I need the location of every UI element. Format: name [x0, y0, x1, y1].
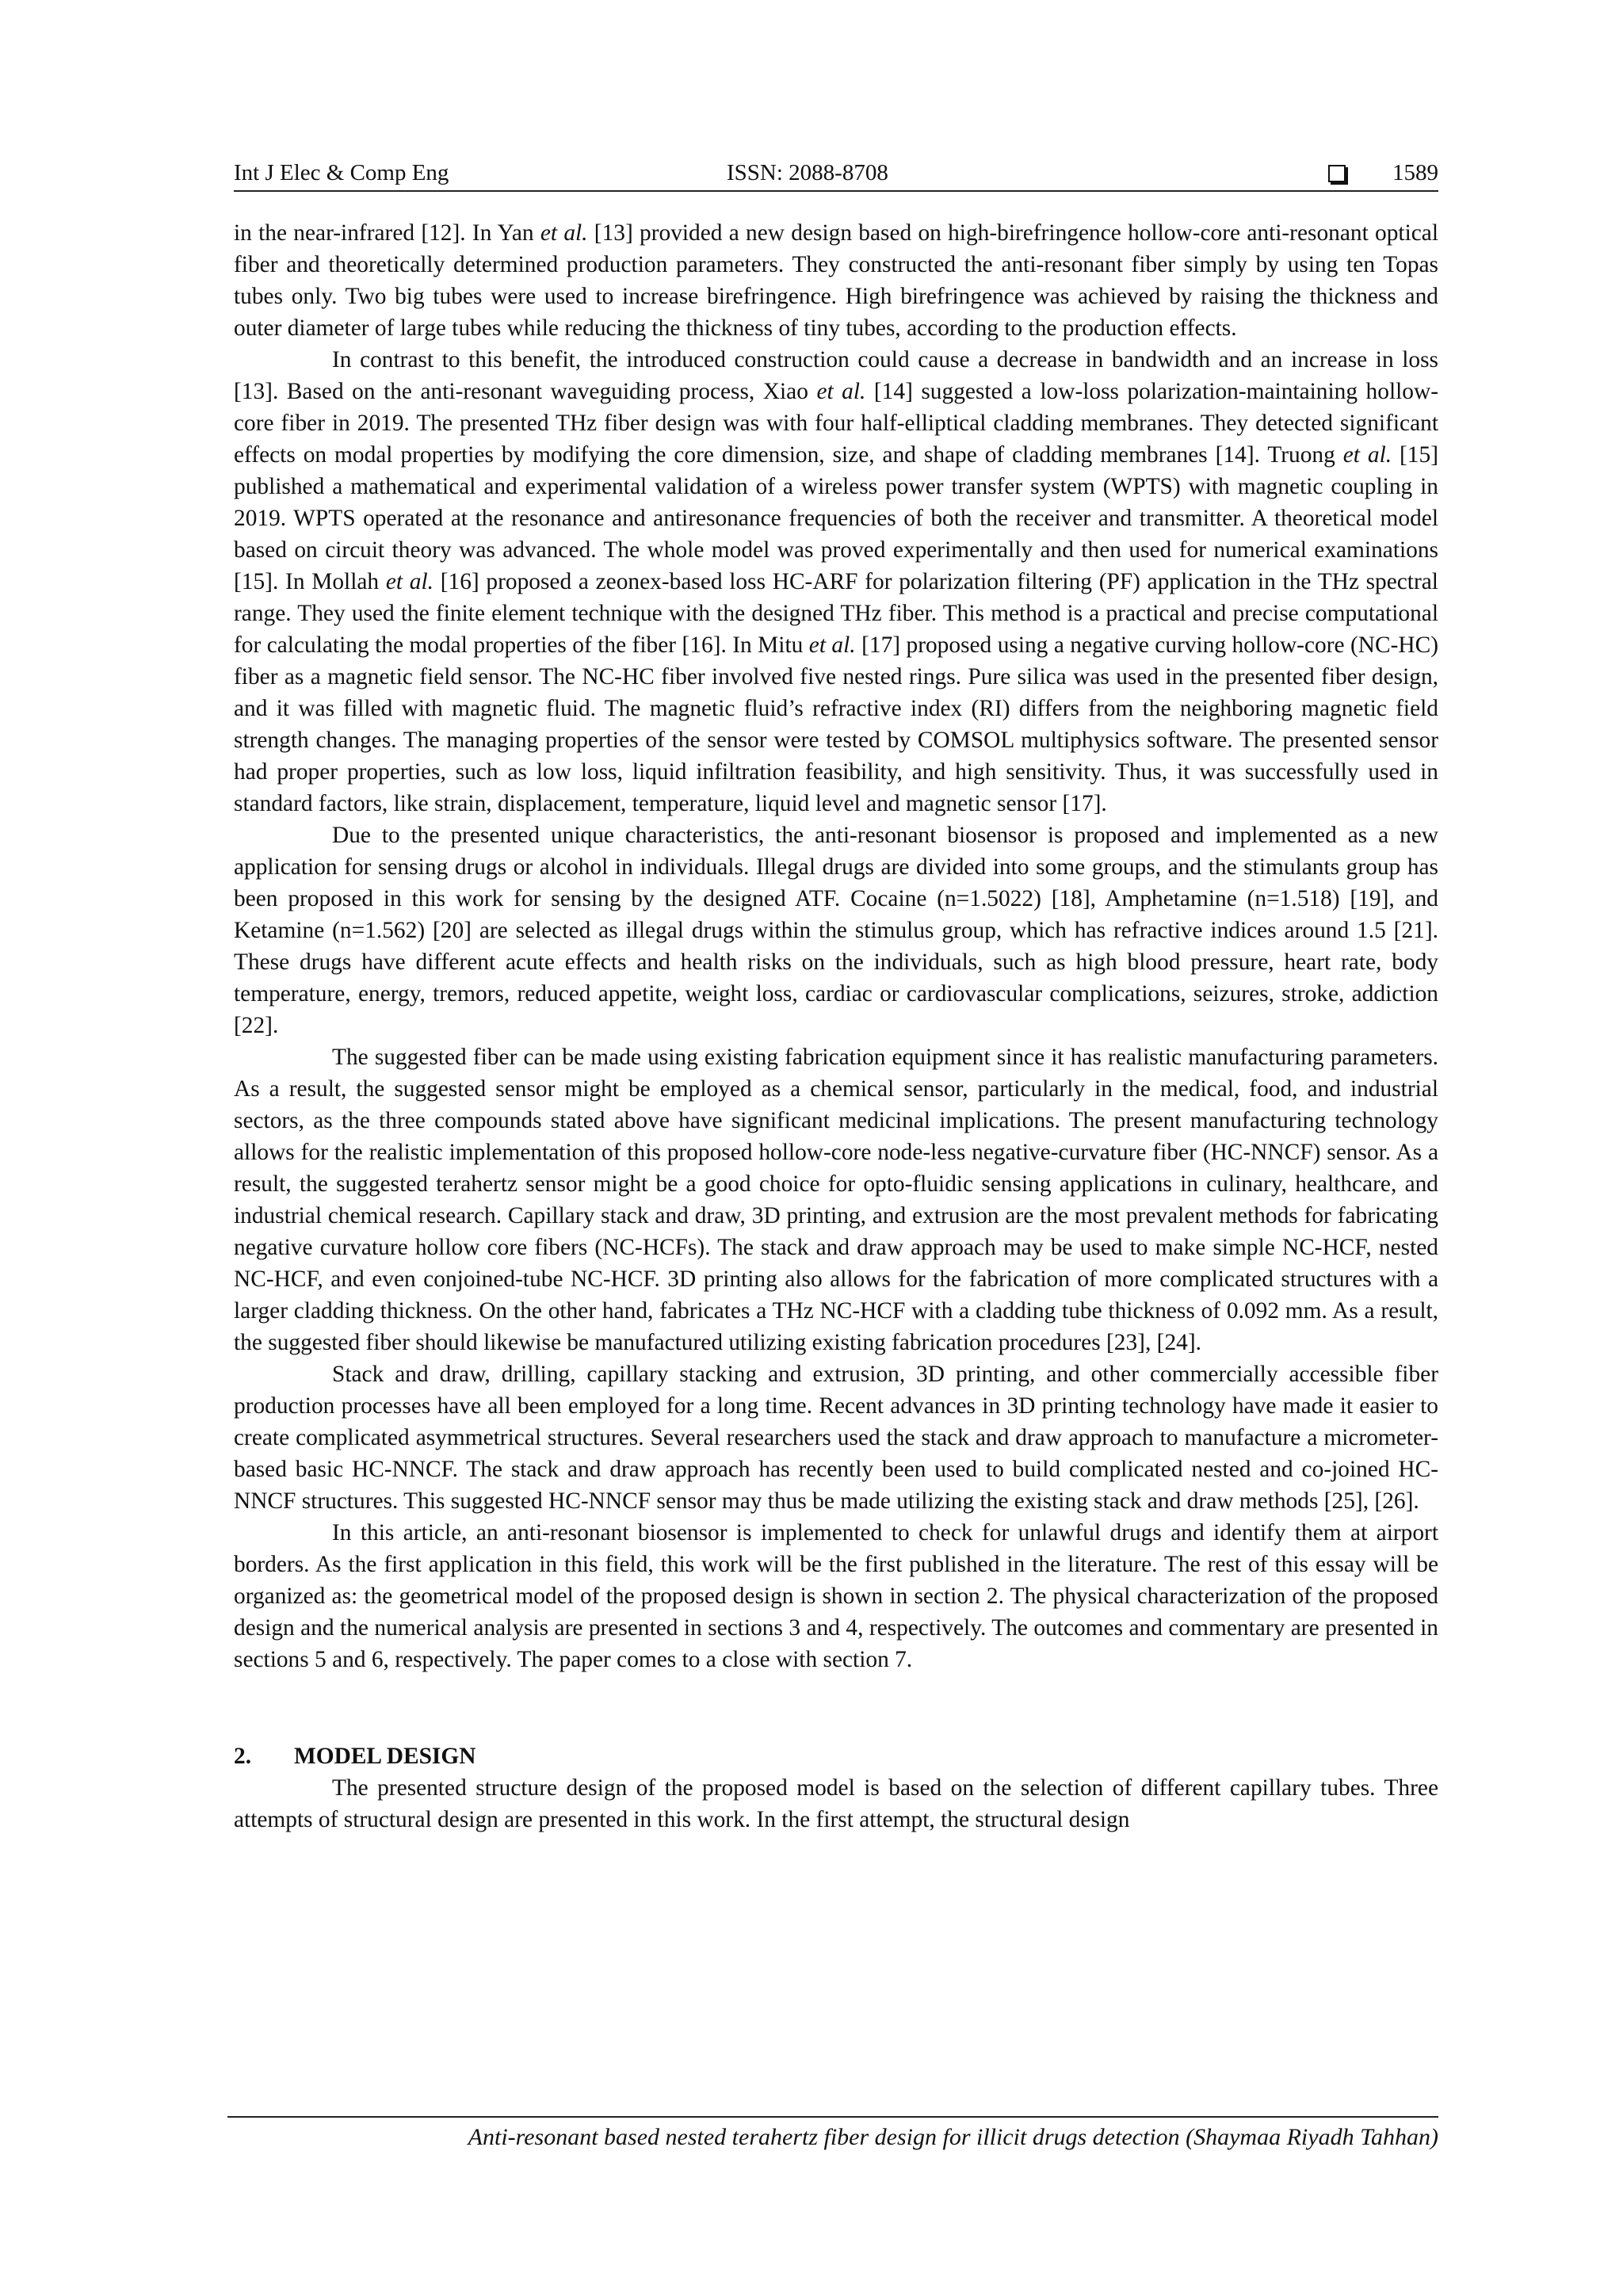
text-run: Stack and draw, drilling, capillary stacking and extrusion, 3D printing, and other commercially accessible fiber production processes have all been employed for a long time. Recent advances in 3D printing technology have made it easier to create complicated asymmetrical structures. Several researchers used the stack and draw approach to manufacture a micrometer-based basic HC-NNCF. The stack and draw approach has recently been used to build complicated nested and co-joined HC-NNCF structures. This suggested HC-NNCF sensor may thus be made utilizing the existing stack and draw methods [25], [26].: [234, 1362, 1438, 1514]
body-paragraph: [234, 819, 1438, 1041]
body-paragraph: [234, 1041, 1438, 1358]
paragraph-list: [234, 217, 1438, 1675]
italic-text: et al.: [1342, 442, 1392, 468]
text-run: [16] proposed a zeonex-based loss HC-ARF for polarization filtering (PF) application in the THz spectral range. They used the finite element technique with the designed THz fiber. This method is a practical and precise computational for calculating the modal properties of the fiber [16]. In Mitu: [234, 569, 1438, 658]
italic-text: et al.: [540, 220, 588, 246]
square-bullet-icon: [1328, 165, 1346, 182]
italic-text: et al.: [385, 569, 433, 594]
section-number: 2.: [234, 1744, 252, 1769]
section-title: MODEL DESIGN: [294, 1744, 476, 1769]
issn-label: ISSN: 2088-8708: [727, 160, 888, 185]
journal-name: Int J Elec & Comp Eng: [234, 160, 449, 185]
text-run: [13] provided a new design based on high-birefringence hollow-core anti-resonant optical fiber and theoretically determined production parameters. They constructed the anti-resonant fiber simply by using ten Topas tubes only. Two big tubes were used to increase birefringence. High birefringence was achieved by raising the thickness and outer diameter of large tubes while reducing the thickness of tiny tubes, according to the production effects.: [234, 220, 1438, 341]
section-heading: [234, 1740, 1438, 1772]
text-run: Due to the presented unique characteristics, the anti-resonant biosensor is proposed and implemented as a new application for sensing drugs or alcohol in individuals. Illegal drugs are divided into some groups, and the stimulants group has been proposed in this work for sensing by the designed ATF. Cocaine (n=1.5022) [18], Amphetamine (n=1.518) [19], and Ketamine (n=1.562) [20] are selected as illegal drugs within the stimulus group, which has refractive indices around 1.5 [21]. These drugs have different acute effects and health risks on the individuals, such as high blood pressure, heart rate, body temperature, energy, tremors, reduced appetite, weight loss, cardiac or cardiovascular complications, seizures, stroke, addiction [22].: [234, 823, 1438, 1038]
article-body: [234, 217, 1438, 1836]
body-paragraph: [234, 1517, 1438, 1675]
section-paragraph: The presented structure design of the proposed model is based on the selection of different capillary tubes. Three attempts of structural design are presented in this work. In the first attempt, the structural design: [234, 1775, 1438, 1832]
text-run: [14] suggested a low-loss polarization-maintaining hollow-core fiber in 2019. The presented THz fiber design was with four half-elliptical cladding membranes. They detected significant effects on modal properties by modifying the core dimension, size, and shape of cladding membranes [14]. Truong: [234, 379, 1438, 468]
body-paragraph: [234, 344, 1438, 819]
text-run: The suggested fiber can be made using existing fabrication equipment since it has realistic manufacturing parameters. As a result, the suggested sensor might be employed as a chemical sensor, particularly in the medical, food, and industrial sectors, as the three compounds stated above have significant medicinal implications. The present manufacturing technology allows for the realistic implementation of this proposed hollow-core node-less negative-curvature fiber (HC-NNCF) sensor. As a result, the suggested terahertz sensor might be a good choice for opto-fluidic sensing applications in culinary, healthcare, and industrial chemical research. Capillary stack and draw, 3D printing, and extrusion are the most prevalent methods for fabricating negative curvature hollow core fibers (NC-HCFs). The stack and draw approach may be used to make simple NC-HCF, nested NC-HCF, and even conjoined-tube NC-HCF. 3D printing also allows for the fabrication of more complicated structures with a larger cladding thickness. On the other hand, fabricates a THz NC-HCF with a cladding tube thickness of 0.092 mm. As a result, the suggested fiber should likewise be manufactured utilizing existing fabrication procedures [23], [24].: [234, 1045, 1438, 1355]
text-run: in the near-infrared [12]. In Yan: [234, 220, 540, 246]
text-run: In contrast to this benefit, the introduced construction could cause a decrease in bandwidth and an increase in loss [13]. Based on the anti-resonant waveguiding process, Xiao: [234, 347, 1438, 404]
page-header: [234, 155, 1438, 192]
italic-text: et al.: [816, 379, 866, 404]
italic-text: et al.: [808, 632, 856, 658]
body-paragraph: [234, 217, 1438, 344]
page-number: 1589: [1392, 160, 1438, 185]
page-footer: Anti-resonant based nested terahertz fiber design for illicit drugs detection (Shaymaa Riyadh Tahhan): [227, 2116, 1438, 2154]
text-run: In this article, an anti-resonant biosensor is implemented to check for unlawful drugs and identify them at airport borders. As the first application in this field, this work will be the first published in the literature. The rest of this essay will be organized as: the geometrical model of the proposed design is shown in section 2. The physical characterization of the proposed design and the numerical analysis are presented in sections 3 and 4, respectively. The outcomes and commentary are presented in sections 5 and 6, respectively. The paper comes to a close with section 7.: [234, 1520, 1438, 1672]
text-run: [17] proposed using a negative curving hollow-core (NC-HC) fiber as a magnetic field sensor. The NC-HC fiber involved five nested rings. Pure silica was used in the presented fiber design, and it was filled with magnetic fluid. The magnetic fluid’s refractive index (RI) differs from the neighboring magnetic field strength changes. The managing properties of the sensor were tested by COMSOL multiphysics software. The presented sensor had proper properties, such as low loss, liquid infiltration feasibility, and high sensitivity. Thus, it was successfully used in standard factors, like strain, displacement, temperature, liquid level and magnetic sensor [17].: [234, 632, 1438, 816]
body-paragraph: [234, 1358, 1438, 1517]
text-run: [15] published a mathematical and experimental validation of a wireless power transfer system (WPTS) with magnetic coupling in 2019. WPTS operated at the resonance and antiresonance frequencies of both the receiver and transmitter. A theoretical model based on circuit theory was advanced. The whole model was proved experimentally and then used for numerical examinations [15]. In Mollah: [234, 442, 1438, 594]
